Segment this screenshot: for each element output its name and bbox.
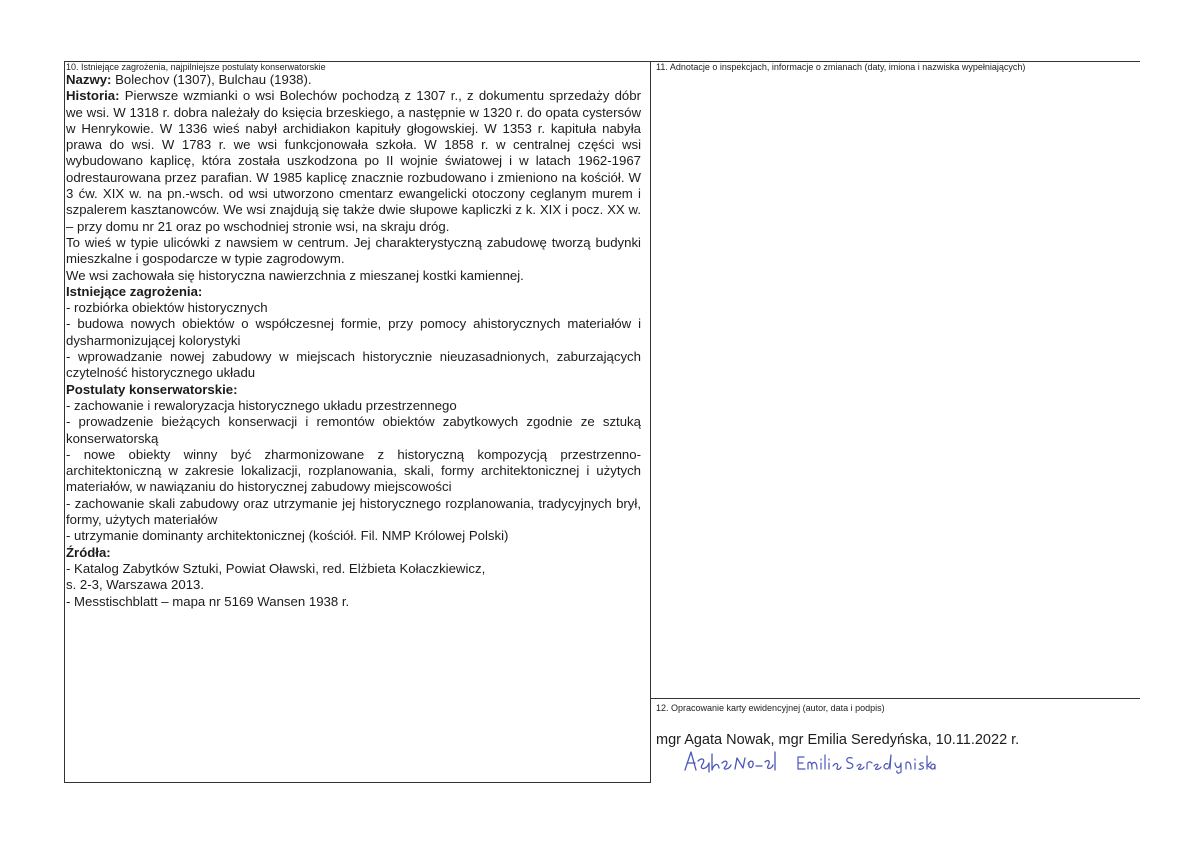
postulate-item: - zachowanie skali zabudowy oraz utrzymanie jej historycznego rozplanowania, tradycyjnych brył, formy, użytych materiałów: [66, 495, 641, 528]
source-item: - Katalog Zabytków Sztuki, Powiat Oławski, red. Elżbieta Kołaczkiewicz,: [66, 560, 486, 576]
layout-paragraph: To wieś w typie ulicówki z nawsiem w centrum. Jej charakterystyczną zabudowę tworzą budynki mieszkalne i gospodarcze w typie zagrodowym.: [66, 234, 641, 267]
postulate-item: - zachowanie i rewaloryzacja historycznego układu przestrzennego: [66, 397, 457, 413]
frame-bottom-line-left: [64, 782, 650, 783]
column-divider-line: [650, 61, 651, 783]
frame-left-line: [64, 61, 65, 783]
signature-emilia-seredynska: [796, 752, 936, 774]
source-item: s. 2-3, Warszawa 2013.: [66, 577, 205, 593]
threat-item: - rozbiórka obiektów historycznych: [66, 300, 268, 316]
source-item: - Messtischblatt – mapa nr 5169 Wansen 1938 r.: [66, 593, 350, 609]
section-10-content: [66, 72, 641, 610]
section-10-header: 10. Istniejące zagrożenia, najpilniejsze postulaty konserwatorskie: [66, 62, 326, 72]
history-text: Pierwsze wzmianki o wsi Bolechów pochodzą z 1307 r., z dokumentu sprzedaży dóbr we wsi. W 1318 r. dobra należały do księcia brzeskiego, a następnie w 1320 r. do opata cystersów w Henrykowie. W 1336 wieś nabył archidiakon kapituły głogowskiej. W 1353 r. kapituła nabyła prawa do wsi. W 1783 r. we wsi funkcjonowała szkoła. W 1858 r. w centralnej części wsi wybudowano kaplicę, która została uszkodzona po II wojnie światowej i w latach 1962-1967 odrestaurowana przez parafian. W 1985 kaplicę znacznie rozbudowano i zmieniono na kościół. W 3 ćw. XIX w. na pn.-wsch. od wsi utworzono cmentarz ewangelicki otoczony ceglanym murem i szpalerem kasztanowców. We wsi znajdują się także dwie słupowe kapliczki z k. XIX i pocz. XX w. – przy domu nr 21 oraz po wschodniej stronie wsi, na skraju dróg.: [66, 88, 641, 234]
sources-heading: Źródła:: [66, 544, 111, 560]
surface-paragraph: We wsi zachowała się historyczna nawierzchnia z mieszanej kostki kamiennej.: [66, 267, 524, 283]
postulate-item: - nowe obiekty winny być zharmonizowane z historyczną kompozycją przestrzenno-architektoniczną w zakresie lokalizacji, rozplanowania, skali, formy architektonicznej i użytych materiałów, w nawiązaniu do historycznej zabudowy miejscowości: [66, 446, 641, 495]
postulate-item: - prowadzenie bieżących konserwacji i remontów obiektów zabytkowych zgodnie ze sztuką konserwatorską: [66, 414, 641, 446]
authors-and-date: mgr Agata Nowak, mgr Emilia Seredyńska, 10.11.2022 r.: [656, 732, 1020, 748]
postulates-heading: Postulaty konserwatorskie:: [66, 381, 238, 397]
signature-agata-nowak: [682, 748, 782, 774]
section-12-header: 12. Opracowanie karty ewidencyjnej (autor, data i podpis): [656, 703, 885, 713]
names-text: Bolechov (1307), Bulchau (1938).: [115, 72, 312, 87]
threats-heading: Istniejące zagrożenia:: [66, 283, 203, 299]
postulate-item: - utrzymanie dominanty architektonicznej (kościół. Fil. NMP Królowej Polski): [66, 528, 509, 544]
history-paragraph: [66, 88, 641, 235]
names-paragraph: [66, 72, 641, 88]
threat-item: - wprowadzanie nowej zabudowy w miejscach historycznie nieuzasadnionych, zaburzających czytelność historycznego układu: [66, 349, 641, 381]
threat-item: - budowa nowych obiektów o współczesnej formie, przy pomocy ahistorycznych materiałów i dysharmonizującej kolorystyki: [66, 316, 641, 348]
names-label: Nazwy:: [66, 72, 112, 87]
section-12-divider-line: [650, 698, 1140, 699]
history-label: Historia:: [66, 88, 120, 104]
section-11-header: 11. Adnotacje o inspekcjach, informacje o zmianach (daty, imiona i nazwiska wypełniających): [656, 62, 1026, 72]
